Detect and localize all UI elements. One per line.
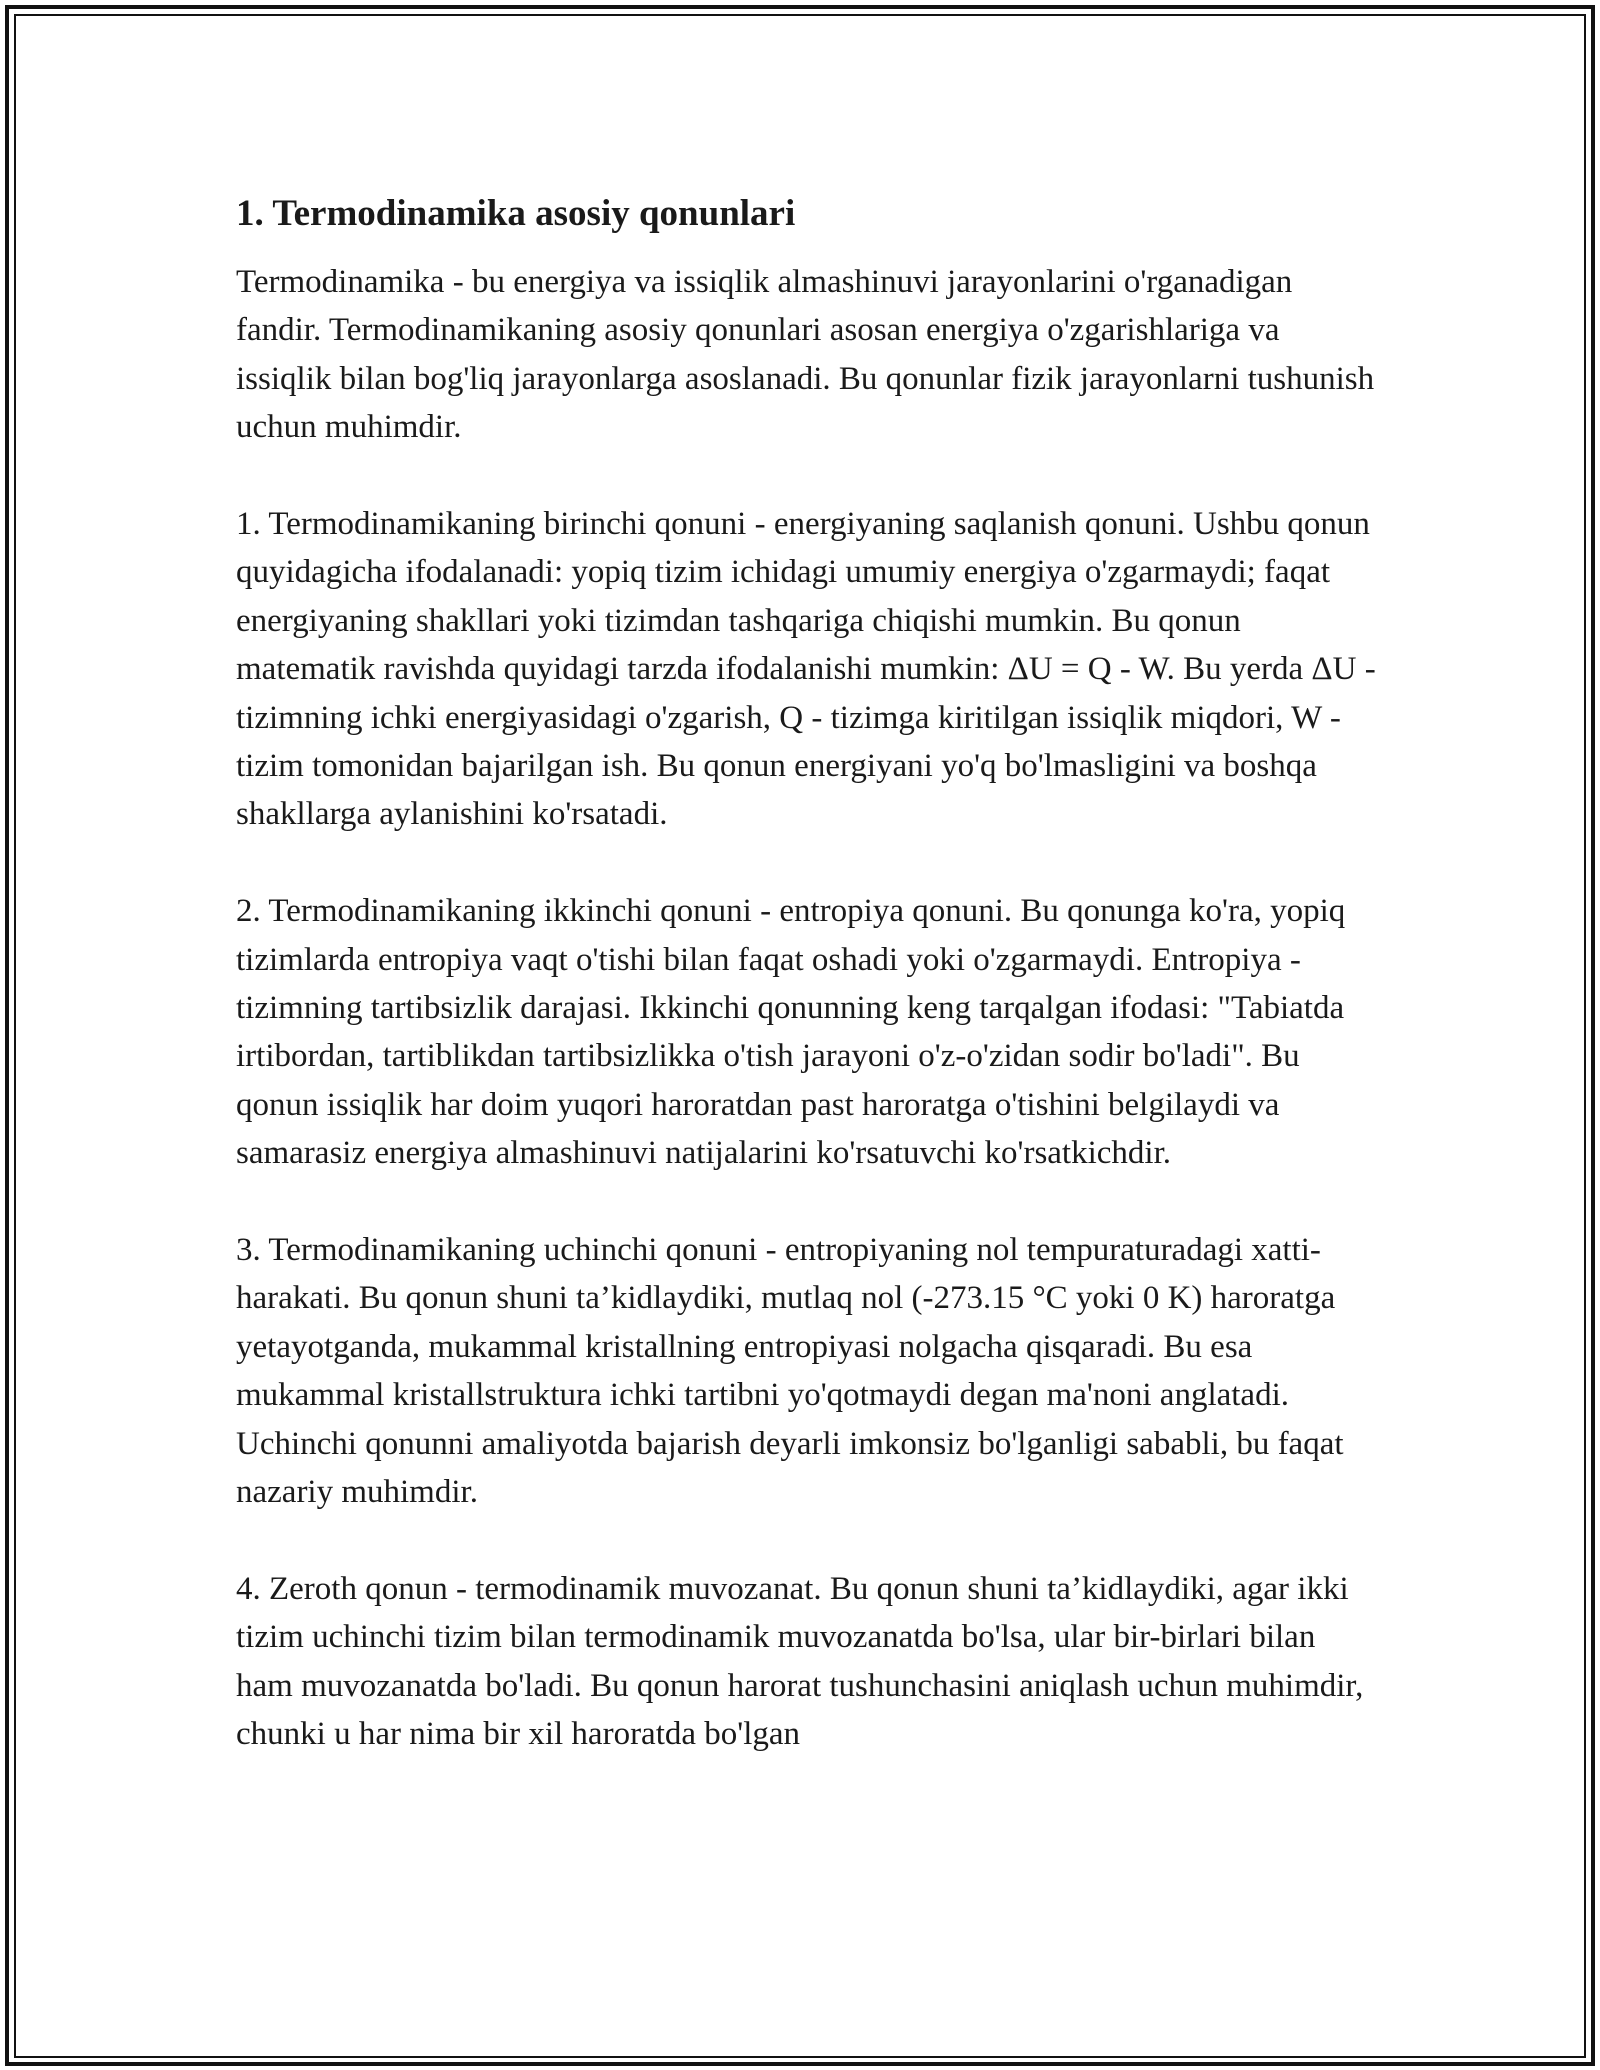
paragraph-intro: Termodinamika - bu energiya va issiqlik almashinuvi jarayonlarini o'rganadigan fandir. Termodinamikaning asosiy qonunlari asosan energiya o'zgarishlariga va issiqlik bilan bog'liq jarayonlarga asoslanadi. Bu qonunlar fizik jarayonlarni tushunish uchun muhimdir. — [236, 264, 1375, 446]
paragraph-third-law: 3. Termodinamikaning uchinchi qonuni - entropiyaning nol tempuraturadagi xatti-harakati. Bu qonun shuni ta’kidlaydiki, mutlaq nol (-273.15 °C yoki 0 K) haroratga yetayotganda, mukammal kristallning entropiyasi nolgacha qisqaradi. Bu esa mukammal kristallstruktura ichki tartibni yo'qotmaydi degan ma'noni anglatadi. Uchinchi qonunni amaliyotda bajarish deyarli imkonsiz bo'lganligi sababli, bu faqat nazariy muhimdir. — [236, 1232, 1344, 1511]
paragraph-first-law: 1. Termodinamikaning birinchi qonuni - energiyaning saqlanish qonuni. Ushbu qonun quyidagicha ifodalanadi: yopiq tizim ichidagi umumiy energiya o'zgarmaydi; faqat energiyaning shakllari yoki tizimdan tashqariga chiqishi mumkin. Bu qonun matematik ravishda quyidagi tarzda ifodalanishi mumkin: ΔU = Q - W. Bu yerda ΔU - tizimning ichki energiyasidagi o'zgarish, Q - tizimga kiritilgan issiqlik miqdori, W - tizim tomonidan bajarilgan ish. Bu qonun energiyani yo'q bo'lmasligini va boshqa shakllarga aylanishini ko'rsatadi. — [236, 506, 1376, 833]
document-body — [236, 190, 1376, 1759]
paragraph-zeroth-law: 4. Zeroth qonun - termodinamik muvozanat. Bu qonun shuni ta’kidlaydiki, agar ikki tizim uchinchi tizim bilan termodinamik muvozanatda bo'lsa, ular bir-birlari bilan ham muvozanatda bo'ladi. Bu qonun harorat tushunchasini aniqlash uchun muhimdir, chunki u har nima bir xil haroratda bo'lgan — [236, 1570, 1364, 1753]
paragraph-second-law: 2. Termodinamikaning ikkinchi qonuni - entropiya qonuni. Bu qonunga ko'ra, yopiq tizimlarda entropiya vaqt o'tishi bilan faqat oshadi yoki o'zgarmaydi. Entropiya - tizimning tartibsizlik darajasi. Ikkinchi qonunning keng tarqalgan ifodasi: "Tabiatda irtibordan, tartiblikdan tartibsizlikka o'tish jarayoni o'z-o'zidan sodir bo'ladi". Bu qonun issiqlik har doim yuqori haroratdan past haroratga o'tishini belgilaydi va samarasiz energiya almashinuvi natijalarini ko'rsatuvchi ko'rsatkichdir. — [236, 893, 1346, 1172]
section-heading: 1. Termodinamika asosiy qonunlari — [236, 193, 796, 234]
